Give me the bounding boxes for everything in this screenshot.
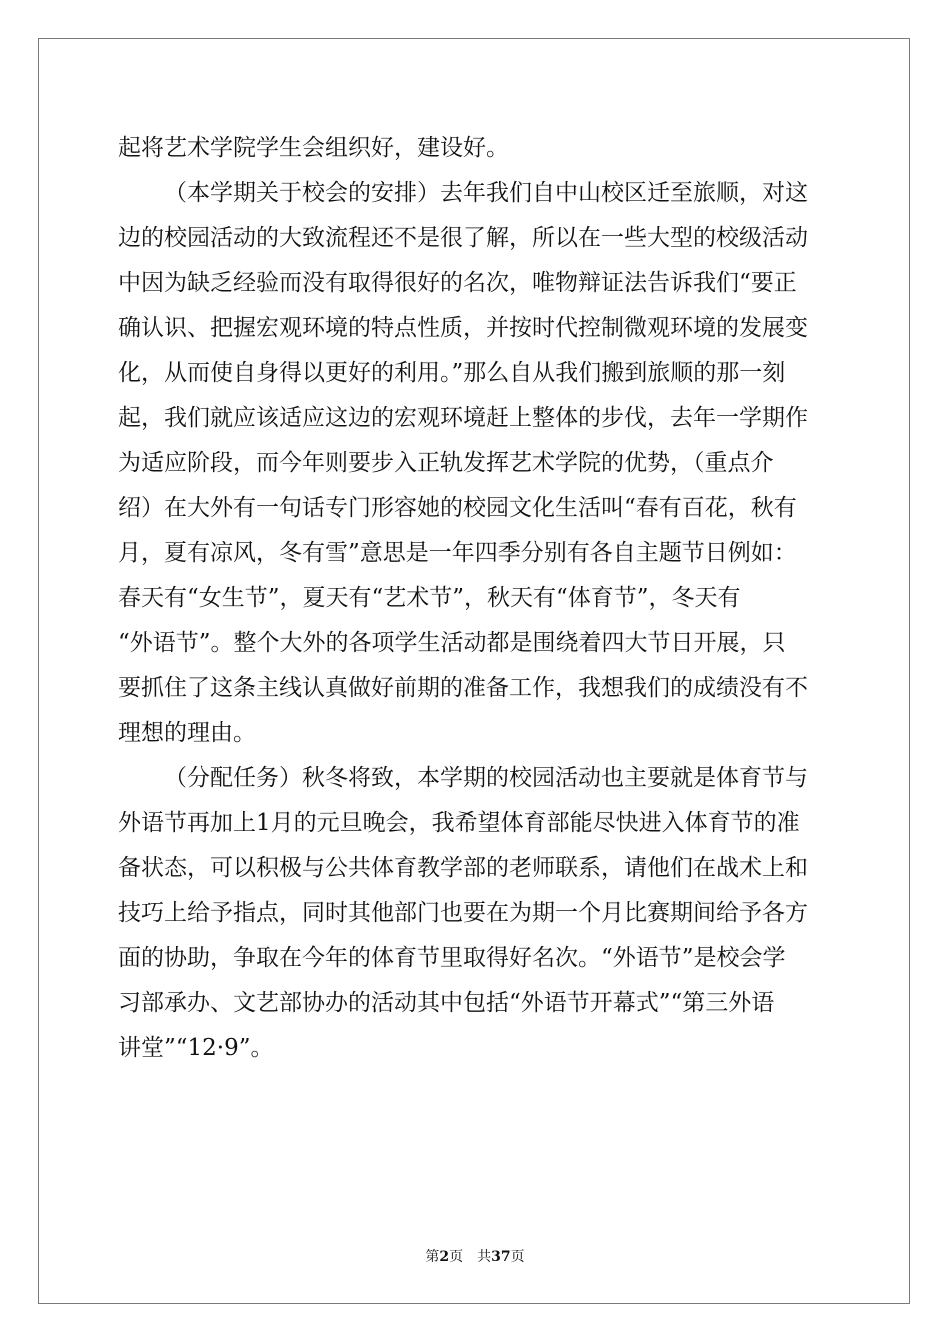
- footer-total-pages: 37: [491, 1249, 511, 1265]
- text-line: 起，我们就应该适应这边的宏观环境赶上整体的步伐，去年一学期作: [118, 405, 808, 431]
- text-line: 外语节再加上1月的元旦晚会，我希望体育部能尽快进入体育节的准: [118, 810, 800, 836]
- text-line: 面的协助，争取在今年的体育节里取得好名次。“外语节”是校会学: [118, 945, 786, 971]
- text-line: 技巧上给予指点，同时其他部门也要在为期一个月比赛期间给予各方: [118, 900, 808, 926]
- footer-page-suffix: 页: [449, 1249, 464, 1265]
- text-line: 化，从而使自身得以更好的利用。”那么自从我们搬到旅顺的那一刻: [118, 360, 786, 386]
- footer-total-suffix: 页: [510, 1249, 525, 1265]
- footer-page-prefix: 第: [425, 1249, 440, 1265]
- text-line: （分配任务）秋冬将致，本学期的校园活动也主要就是体育节与: [164, 765, 808, 791]
- text-line: 绍）在大外有一句话专门形容她的校园文化生活叫“春有百花，秋有: [118, 495, 797, 521]
- text-line: “外语节”。整个大外的各项学生活动都是围绕着四大节日开展，只: [118, 630, 786, 656]
- text-line: 起将艺术学院学生会组织好，建设好。: [118, 135, 509, 161]
- text-line: 理想的理由。: [118, 720, 256, 746]
- footer-page-number: 2: [439, 1249, 450, 1265]
- text-line: 中因为缺乏经验而没有取得很好的名次，唯物辩证法告诉我们“要正: [118, 270, 797, 296]
- paragraph: [118, 126, 834, 171]
- text-line: 春天有“女生节”，夏天有“艺术节”，秋天有“体育节”，冬天有: [118, 585, 741, 611]
- text-line: 确认识、把握宏观环境的特点性质，并按时代控制微观环境的发展变: [118, 315, 808, 341]
- document-body: [118, 126, 834, 1071]
- paragraph: [118, 756, 834, 1071]
- text-line: （本学期关于校会的安排）去年我们自中山校区迁至旅顺，对这: [164, 180, 808, 206]
- footer-total-prefix: 共: [477, 1249, 492, 1265]
- text-line: 为适应阶段，而今年则要步入正轨发挥艺术学院的优势，（重点介: [118, 450, 774, 476]
- text-line: 边的校园活动的大致流程还不是很了解，所以在一些大型的校级活动: [118, 225, 808, 251]
- paragraph: [118, 171, 834, 756]
- text-line: 月，夏有凉风，冬有雪”意思是一年四季分别有各自主题节日例如：: [118, 540, 797, 566]
- text-line: 要抓住了这条主线认真做好前期的准备工作，我想我们的成绩没有不: [118, 675, 808, 701]
- text-line: 习部承办、文艺部协办的活动其中包括“外语节开幕式”“第三外语: [118, 990, 775, 1016]
- text-line: 讲堂”“12·9”。: [118, 1035, 274, 1061]
- page-footer: [0, 1246, 950, 1266]
- text-line: 备状态，可以积极与公共体育教学部的老师联系，请他们在战术上和: [118, 855, 808, 881]
